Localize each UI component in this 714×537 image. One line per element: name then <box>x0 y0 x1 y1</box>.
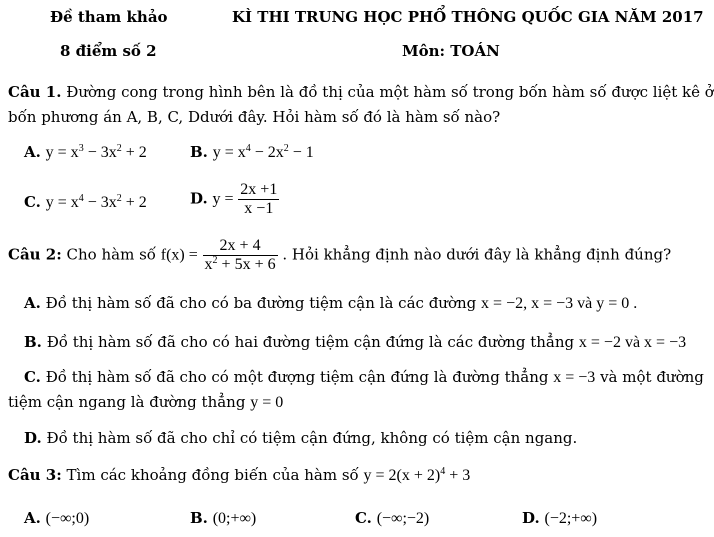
q1-option-c: C. $y = x^4 - 3x^2 + 2$ <box>24 193 147 211</box>
q1-d-fraction: $\frac{2x +1}{x -1}$ <box>240 181 278 217</box>
q2-option-b: B. Đồ thị hàm số đã cho có hai đường tiệm cận đứng là các đường thẳng x = −2 và x = −3 <box>24 333 687 351</box>
q3-label: Câu 3: <box>8 466 62 484</box>
q2-option-d: D. Đồ thị hàm số đã cho chỉ có tiệm cận đứng, không có tiệm cận ngang. <box>24 429 578 447</box>
q1-option-a: A. $y = x^3 - 3x^2 + 2$ <box>24 143 147 161</box>
q3-option-c: C. (−∞;−2) <box>355 509 430 527</box>
header-left-subtitle: 8 điểm số 2 <box>60 42 157 60</box>
q2-fraction: $\frac{2x + 4}{x^2 + 5x + 6}$ <box>204 237 276 273</box>
q2-stem: Câu 2: Cho hàm số f(x) = $\frac{2x + 4}{x^2 + 5x + 6}$ . Hỏi khẳng định nào dưới đây là khẳng định đúng? <box>8 237 672 273</box>
q2-label: Câu 2: <box>8 245 62 264</box>
q2-option-c: C. Đồ thị hàm số đã cho có một đượng tiệm cận đứng là đường thẳng x = −3 và một đường <box>24 368 704 386</box>
q3-option-d: D. (−2;+∞) <box>522 509 598 527</box>
q1-text-2: bốn phương án A, B, C, Ddưới đây. Hỏi hàm số đó là hàm số nào? <box>8 108 501 126</box>
header-subject: Môn: TOÁN <box>402 42 500 60</box>
q1-option-b: B. $y = x^4 - 2x^2 - 1$ <box>190 143 314 161</box>
q1-text-1: Đường cong trong hình bên là đồ thị của một hàm số trong bốn hàm số được liệt kê ở <box>66 83 714 101</box>
q2-option-a: A. Đồ thị hàm số đã cho có ba đường tiệm cận là các đường x = −2, x = −3 và y = 0 . <box>24 294 638 312</box>
q1-line1 <box>8 83 714 101</box>
q1-label: Câu 1. <box>8 83 62 101</box>
header-exam-title: KÌ THI TRUNG HỌC PHỔ THÔNG QUỐC GIA NĂM 2017 <box>232 8 704 26</box>
q1-option-d: D. y = $\frac{2x +1}{x -1}$ <box>190 181 278 217</box>
q3-stem: Câu 3: Tìm các khoảng đồng biến của hàm số $y = 2(x + 2)^4 + 3$ <box>8 466 471 484</box>
q3-option-a: A. (−∞;0) <box>24 509 90 527</box>
q2-option-c-line2: tiệm cận ngang là đường thẳng y = 0 <box>8 393 284 411</box>
q3-option-b: B. (0;+∞) <box>190 509 257 527</box>
header-left-title: Đề tham khảo <box>50 8 168 26</box>
